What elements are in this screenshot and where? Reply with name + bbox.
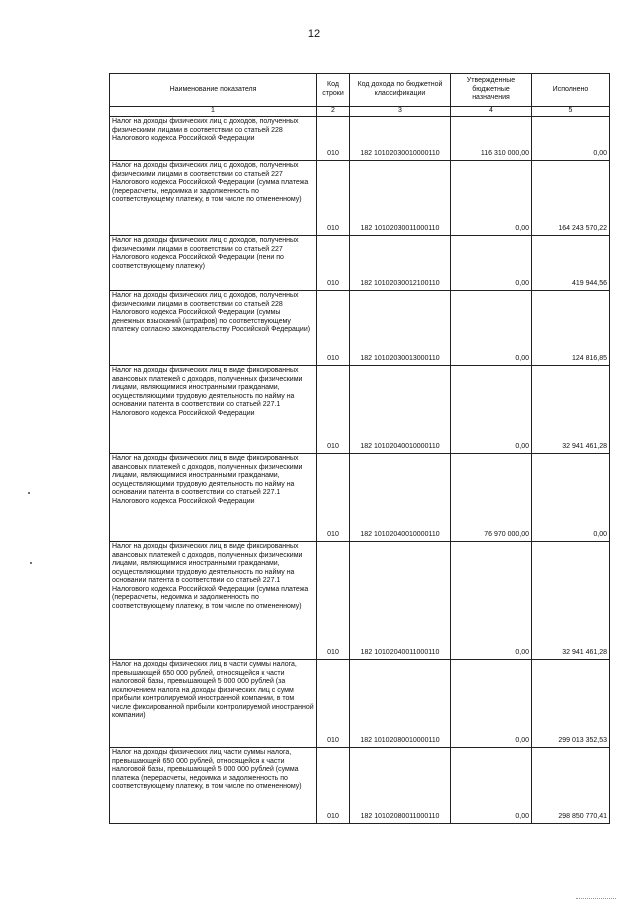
column-number: 2 [317, 107, 350, 117]
row-executed: 32 941 461,28 [532, 366, 610, 454]
row-code: 010 [317, 454, 350, 542]
report-table [109, 73, 610, 824]
table-row [110, 366, 610, 454]
row-code: 010 [317, 366, 350, 454]
row-approved: 116 310 000,00 [451, 117, 532, 161]
row-kbk: 182 10102030012100110 [350, 236, 451, 291]
row-executed: 32 941 461,28 [532, 542, 610, 660]
table-row [110, 748, 610, 824]
row-kbk: 182 10102040010000110 [350, 366, 451, 454]
table-row [110, 236, 610, 291]
row-kbk: 182 10102040011000110 [350, 542, 451, 660]
scan-speck [28, 492, 30, 494]
row-code: 010 [317, 236, 350, 291]
row-executed: 419 944,56 [532, 236, 610, 291]
row-approved: 0,00 [451, 236, 532, 291]
row-name: Налог на доходы физических лиц с доходов, полученных физическими лицами в соответствии со статьей 228 Налогового кодекса Российской Федерации (суммы денежных взысканий (штрафов) по соответствующему платежу согласно законодательству Российской Федерации) [110, 291, 317, 366]
scan-footer-mark [576, 898, 616, 899]
header-row [110, 74, 610, 107]
row-executed: 298 850 770,41 [532, 748, 610, 824]
row-code: 010 [317, 161, 350, 236]
row-name: Налог на доходы физических лиц в части суммы налога, превышающей 650 000 рублей, относящейся к части налоговой базы, превышающей 5 000 000 рублей (за исключением налога на доходы физических лиц с сумм прибыли контролируемой иностранной компании, в том числе фиксированной прибыли контролируемой иностранной компании) [110, 660, 317, 748]
row-code: 010 [317, 117, 350, 161]
column-number-row [110, 107, 610, 117]
table-row [110, 542, 610, 660]
row-name: Налог на доходы физических лиц в виде фиксированных авансовых платежей с доходов, полученных физическими лицами, являющимися иностранными гражданами, осуществляющими трудовую деятельность по найму на основании патента в соответствии со статьей 227.1 Налогового кодекса Российской Федерации (сумма платежа (перерасчеты, недоимка и задолженность по соответствующему платежу, в том числе по отмененному) [110, 542, 317, 660]
table-row [110, 117, 610, 161]
row-name: Налог на доходы физических лиц в виде фиксированных авансовых платежей с доходов, полученных физическими лицами, являющимися иностранными гражданами, осуществляющими трудовую деятельность по найму на основании патента в соответствии со статьей 227.1 Налогового кодекса Российской Федерации [110, 366, 317, 454]
column-number: 5 [532, 107, 610, 117]
row-code: 010 [317, 748, 350, 824]
row-executed: 299 013 352,53 [532, 660, 610, 748]
row-code: 010 [317, 291, 350, 366]
row-name: Налог на доходы физических лиц с доходов, полученных физическими лицами в соответствии со статьей 227 Налогового кодекса Российской Федерации (пени по соответствующему платежу) [110, 236, 317, 291]
scan-speck [30, 562, 32, 564]
row-approved: 0,00 [451, 366, 532, 454]
header-kbk: Код дохода по бюджетной классификации [350, 74, 451, 107]
row-code: 010 [317, 542, 350, 660]
header-executed: Исполнено [532, 74, 610, 107]
table-row [110, 161, 610, 236]
row-approved: 76 970 000,00 [451, 454, 532, 542]
row-name: Налог на доходы физических лиц в виде фиксированных авансовых платежей с доходов, полученных физическими лицами, являющимися иностранными гражданами, осуществляющими трудовую деятельность по найму на основании патента в соответствии со статьей 227.1 Налогового кодекса Российской Федерации [110, 454, 317, 542]
row-name: Налог на доходы физических лиц с доходов, полученных физическими лицами в соответствии со статьей 228 Налогового кодекса Российской Федерации [110, 117, 317, 161]
row-name: Налог на доходы физических лиц с доходов, полученных физическими лицами в соответствии со статьей 227 Налогового кодекса Российской Федерации (сумма платежа (перерасчеты, недоимка и задолженность по соответствующему платежу, в том числе по отмененному) [110, 161, 317, 236]
table-row [110, 454, 610, 542]
row-kbk: 182 10102080011000110 [350, 748, 451, 824]
row-executed: 0,00 [532, 117, 610, 161]
header-approved: Утвержденные бюджетные назначения [451, 74, 532, 107]
row-approved: 0,00 [451, 660, 532, 748]
row-kbk: 182 10102030013000110 [350, 291, 451, 366]
row-kbk: 182 10102030011000110 [350, 161, 451, 236]
column-number: 3 [350, 107, 451, 117]
row-kbk: 182 10102030010000110 [350, 117, 451, 161]
row-approved: 0,00 [451, 161, 532, 236]
header-name: Наименование показателя [110, 74, 317, 107]
header-code: Код строки [317, 74, 350, 107]
row-approved: 0,00 [451, 748, 532, 824]
row-kbk: 182 10102080010000110 [350, 660, 451, 748]
row-approved: 0,00 [451, 291, 532, 366]
row-code: 010 [317, 660, 350, 748]
column-number: 1 [110, 107, 317, 117]
table-row [110, 291, 610, 366]
column-number: 4 [451, 107, 532, 117]
row-executed: 164 243 570,22 [532, 161, 610, 236]
row-kbk: 182 10102040010000110 [350, 454, 451, 542]
row-executed: 124 816,85 [532, 291, 610, 366]
table-row [110, 660, 610, 748]
row-executed: 0,00 [532, 454, 610, 542]
row-approved: 0,00 [451, 542, 532, 660]
row-name: Налог на доходы физических лиц части суммы налога, превышающей 650 000 рублей, относящейся к части налоговой базы, превышающей 5 000 000 рублей (сумма платежа (перерасчеты, недоимка и задолженность по соответствующему платежу, в том числе по отмененному) [110, 748, 317, 824]
page-number: 12 [307, 28, 321, 40]
